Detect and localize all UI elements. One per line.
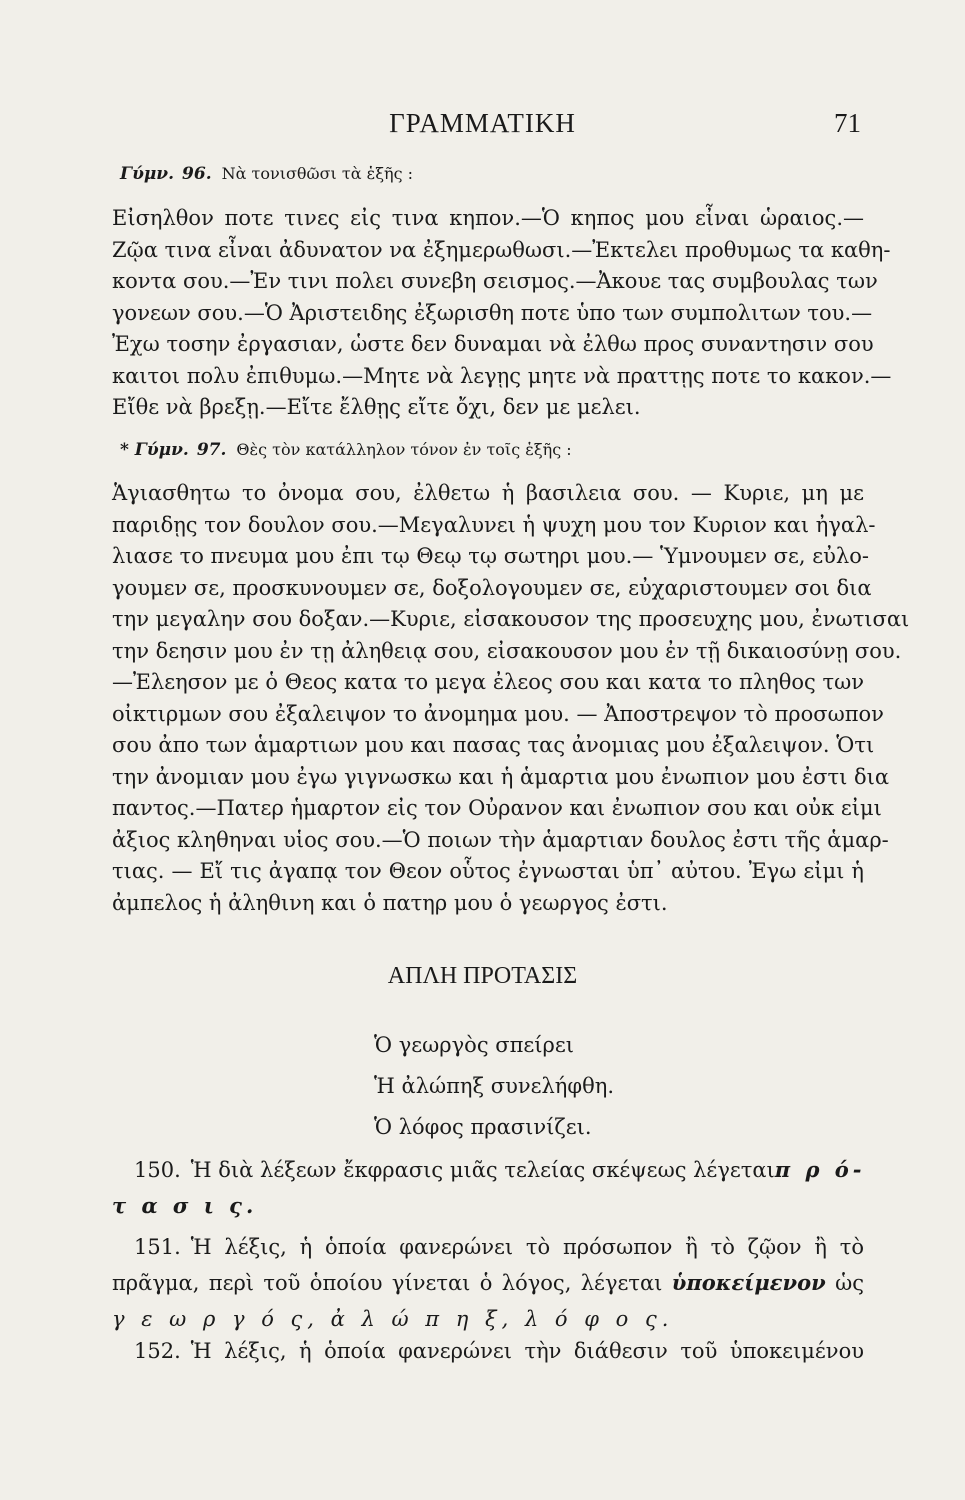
text-line: —Ἐλεησον με ὁ Θεος κατα το μεγα ἐλεος σου και κατα το πληθος των [112,670,864,694]
text-line: γ ε ω ρ γ ό ς, ἀ λ ώ π η ξ, λ ό φ ο ς. [112,1307,674,1331]
rule-text: ὡς [835,1271,864,1295]
page-number: 71 [834,108,861,138]
exercise-label: * Γύμν. [120,440,189,460]
text-line: Εἴθε νὰ βρεξῃ.—Εἴτε ἔλθῃς εἴτε ὄχι, δεν με μελει. [112,395,641,419]
text-line [112,1265,864,1301]
exercise-96-heading [120,164,413,184]
text-line [112,1152,864,1188]
example-sentence: Ὁ γεωργὸς σπείρει [374,1033,574,1057]
exercise-97-heading [120,440,572,460]
rule-text: Ἡ διὰ λέξεων ἔκφρασις μιᾶς τελείας σκέψεως λέγεται [190,1158,775,1182]
rule-text: Ἡ λέξις, ἡ ὁποία φανερώνει τὴν διάθεσιν τοῦ ὑποκειμένου [190,1339,864,1363]
text-line: την δεησιν μου ἐν τῃ ἀληθειᾳ σου, εἰσακουσον μου ἐν τῇ δικαιοσύνῃ σου. [112,638,902,663]
text-line: καιτοι πολυ ἐπιθυμω.—Μητε νὰ λεγῃς μητε νὰ πραττῃς ποτε το κακον.— [112,363,892,388]
exercise-number: 96. [182,164,212,184]
rule-150 [112,1152,864,1224]
rule-text: πρᾶγμα, περὶ τοῦ ὁποίου γίνεται ὁ λόγος, λέγεται [112,1271,663,1295]
text-line: την ἀνομιαν μου ἐγω γιγνωσκω και ἡ ἁμαρτια μου ἐνωπιον μου ἐστι δια [112,764,890,789]
text-line: παριδῃς τον δουλον σου.—Μεγαλυνει ἡ ψυχη μου τον Κυριον και ἠγαλ- [112,512,876,537]
text-line: οἰκτιρμων σου ἐξαλειψον το ἀνομημα μου. — Ἀποστρεψον τὸ προσωπον [112,701,884,726]
exercise-96-text [112,203,892,424]
term-hypokeimenon: ὑποκείμενον [671,1270,826,1295]
section-heading: ΑΠΛΗ ΠΡΟΤΑΣΙΣ [387,963,578,989]
rule-151 [112,1229,864,1337]
exercise-instruction: Νὰ τονισθῶσι τὰ ἑξῆς : [221,164,414,183]
rule-152 [112,1333,864,1369]
exercise-number: 97. [196,440,227,460]
rule-number: 152. [134,1339,181,1363]
text-line: την μεγαλην σου δοξαν.—Κυριε, εἰσακουσον της προσευχης μου, ἐνωτισαι [112,607,910,631]
text-line: Ἐχω τοσην ἐργασιαν, ὡστε δεν δυναμαι νὰ ἐλθω προς συναντησιν σου [112,332,874,356]
example-sentence: Ὁ λόφος πρασινίζει. [374,1115,592,1139]
term-protasis: π ρ ό- [774,1157,866,1182]
example-sentence: Ἡ ἀλώπηξ συνελήφθη. [374,1074,614,1098]
text-line: λιασε το πνευμα μου ἐπι τῳ Θεῳ τῳ σωτηρι μου.— Ὑμνουμεν σε, εὐλο- [112,544,869,568]
text-line [112,1188,864,1224]
text-line [112,1229,864,1265]
rule-number: 151. [134,1235,181,1259]
text-line [112,1333,864,1369]
text-line: ἀξιος κληθηναι υἱος σου.—Ὁ ποιων τὴν ἁμαρτιαν δουλος ἐστι τῆς ἁμαρ- [112,827,889,852]
running-header-title: ΓΡΑΜΜΑΤΙΚΗ [389,108,576,138]
text-line: γουμεν σε, προσκυνουμεν σε, δοξολογουμεν σε, εὐχαριστουμεν σοι δια [112,575,872,600]
text-line: Ἁγιασθητω το ὀνομα σου, ἐλθετω ἡ βασιλεια σου. — Κυριε, μη με [112,481,864,505]
exercise-instruction: Θὲς τὸν κατάλληλον τόνον ἐν τοῖς ἑξῆς : [236,440,572,459]
text-line: τιας. — Εἴ τις ἀγαπᾳ τον Θεον οὗτος ἐγνωσται ὑπ᾿ αὐτου. Ἐγω εἰμι ἡ [112,859,864,883]
text-line: ἀμπελος ἡ ἀληθινη και ὁ πατηρ μου ὁ γεωργος ἐστι. [112,890,668,915]
text-line: σου ἀπο των ἁμαρτιων μου και πασας τας ἀνομιας μου ἐξαλειψον. Ὁτι [112,733,875,757]
exercise-label: Γύμν. [120,164,175,184]
rule-number: 150. [134,1158,181,1182]
exercise-97-text [112,478,910,919]
text-line: Εἰσηλθον ποτε τινες εἰς τινα κηπον.—Ὁ κηπος μου εἶναι ὡραιος.— [112,206,864,230]
example-sentences [374,1025,614,1148]
rule-text: Ἡ λέξις, ἡ ὁποία φανερώνει τὸ πρόσωπον ἢ τὸ ζῷον ἢ τὸ [190,1235,864,1259]
text-line: παντος.—Πατερ ἡμαρτον εἰς τον Οὐρανον και ἐνωπιον σου και οὐκ εἰμι [112,796,882,820]
text-line: γονεων σου.—Ὁ Ἀριστειδης ἐξωρισθη ποτε ὑπο των συμπολιτων του.— [112,300,873,325]
term-protasis-end: τ α σ ι ς. [112,1193,258,1218]
text-line: Ζῷα τινα εἶναι ἀδυνατον να ἐξημερωθωσι.—Ἐκτελει προθυμως τα καθη- [112,237,891,262]
text-line: κοντα σου.—Ἐν τινι πολει συνεβη σεισμος.—Ἀκουε τας συμβουλας των [112,269,878,293]
